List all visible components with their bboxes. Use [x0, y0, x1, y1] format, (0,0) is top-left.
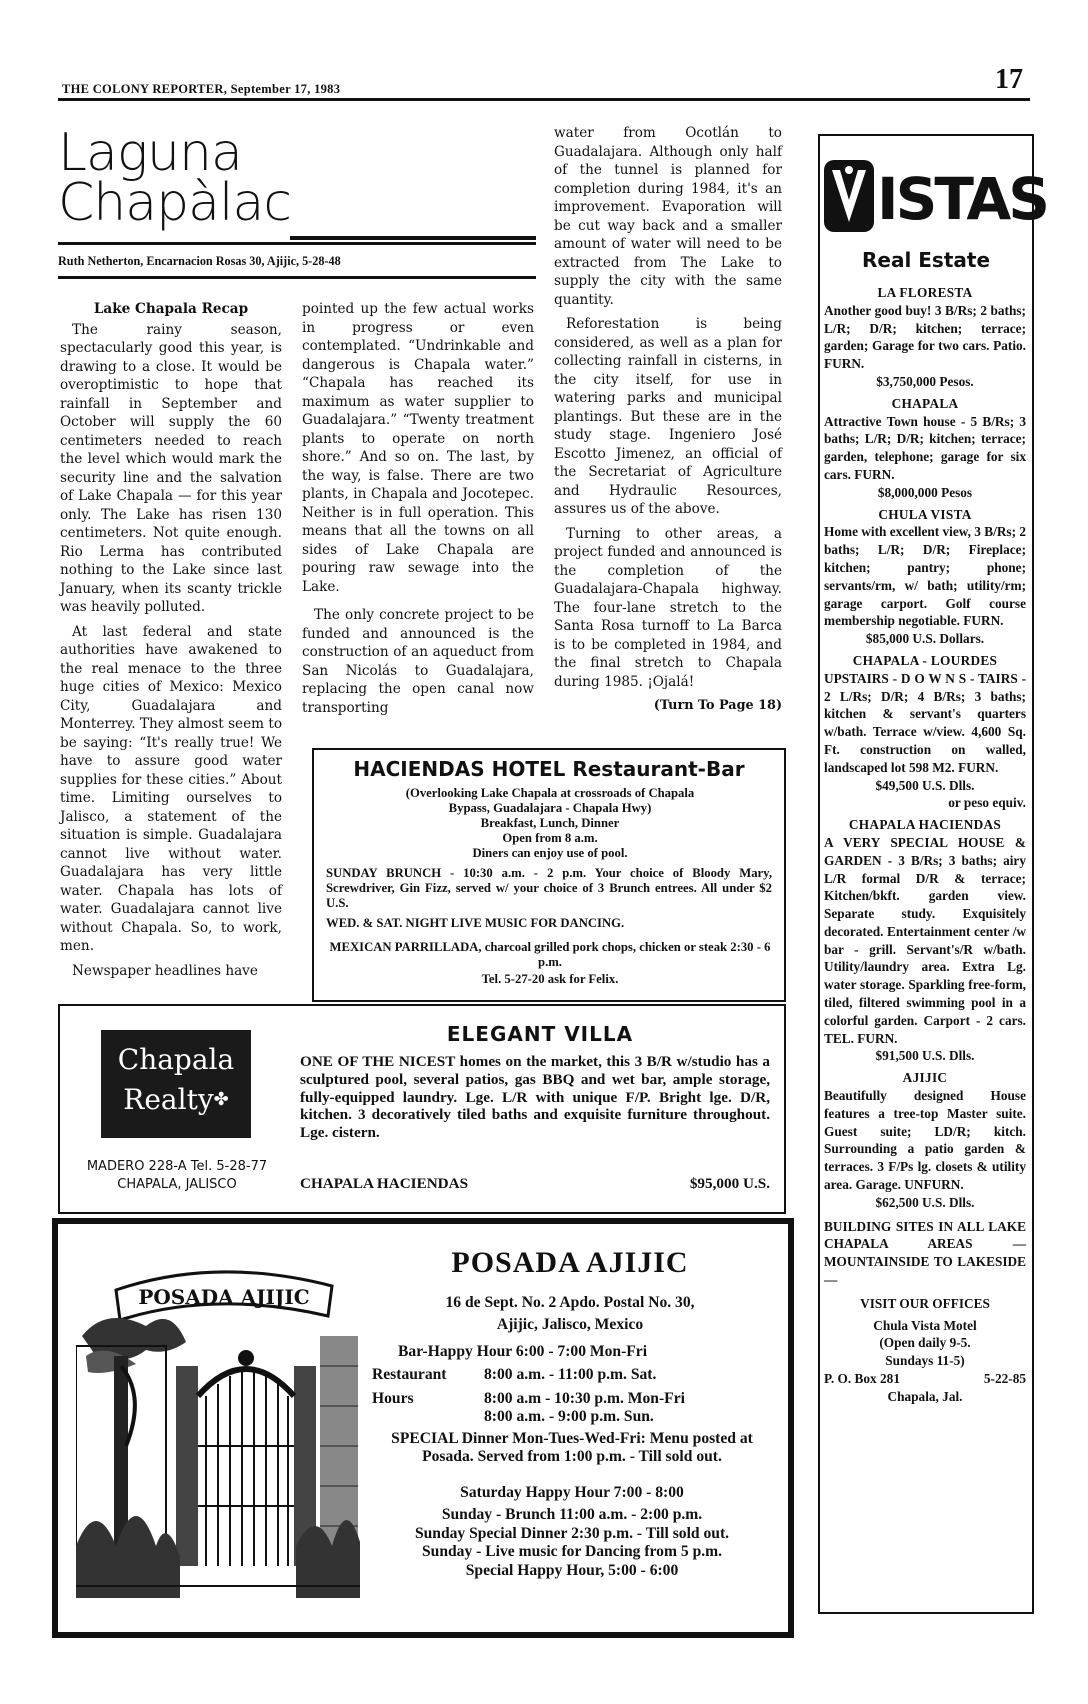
haciendas-ad-line: Open from 8 a.m.	[502, 831, 598, 845]
listing-price: $8,000,000 Pesos	[877, 484, 973, 500]
posada-sign-text: POSADA AJIJIC	[138, 1285, 310, 1309]
haciendas-ad-phone: Tel. 5-27-20 ask for Felix.	[481, 972, 619, 986]
vistas-phone: 5-22-85	[983, 1371, 1026, 1387]
article-paragraph: Reforestation is being considered, as well as a plan for collecting rainfall in cisterns, in the city itself, for use in watering parks and municipal plantings. But these are in the study stage. Ingeniero José Escotto Jimenez, an official of the Secretariat of Agriculture and Hydraulic Resources, assures us of the above.	[554, 316, 782, 517]
posada-saturday-happy-hour: Saturday Happy Hour 7:00 - 8:00	[460, 1484, 684, 1501]
listing-text: Attractive Town house - 5 B/Rs; 3 baths; L/R; D/R; kitchen; terrace; garden, telephone; garage for six cars. FURN.	[824, 413, 1026, 482]
listing-section: AJIJIC	[902, 1070, 948, 1086]
posada-sunday-special: Sunday Special Dinner 2:30 p.m. - Till sold out.	[414, 1524, 730, 1542]
chapala-realty-address-line2: CHAPALA, JALISCO	[117, 1177, 237, 1192]
posada-schedule	[366, 1484, 778, 1580]
vistas-listings	[824, 280, 1026, 1406]
chapala-realty-logo-line2: Realty	[123, 1083, 214, 1116]
posada-sunday-brunch: Sunday - Brunch 11:00 a.m. - 2:00 p.m.	[441, 1506, 703, 1524]
article-paragraph: The rainy season, spectacularly good this year, is drawing to a close. It would be overoptimistic to hope that rainfall in September and October will supply the 60 centimeters needed to reach the level which would mark the security line and the salvation of Lake Chapala — for this year only. The Lake has risen 130 centimeters. Not quite enough. Rio Lerma has contributed nothing to the Lake since last January, when its scanty trickle was heavily polluted.	[60, 321, 282, 615]
listing-price: $3,750,000 Pesos.	[876, 373, 974, 389]
listing-price: $62,500 U.S. Dlls.	[875, 1194, 975, 1210]
posada-address-line2: Ajijic, Jalisco, Mexico	[496, 1316, 644, 1334]
article-headline: Lake Chapala Recap	[93, 301, 249, 317]
newspaper-header-title: THE COLONY REPORTER, September 17, 1983	[62, 82, 341, 96]
listing-text: Beautifully designed House features a tree-top Master suite. Guest suite; LD/R; kitch. Surrounding a patio garden & terraces. 3 F/Ps lg. closets & utility area. Garage. UNFURN.	[824, 1088, 1026, 1193]
column-logo-line2: Chapàlac	[58, 173, 291, 233]
listing-section: CHAPALA	[891, 395, 959, 411]
posada-bar-hours: Bar-Happy Hour 6:00 - 7:00 Mon-Fri	[398, 1343, 648, 1360]
vistas-subtitle: Real Estate	[861, 248, 991, 272]
chapala-realty-address-line1: MADERO 228-A Tel. 5-28-77	[86, 1159, 268, 1174]
listing-text: Another good buy! 3 B/Rs; 2 baths; L/R; D/R; kitchen; terrace; garden; Garage for two cars. Patio. FURN.	[824, 302, 1026, 372]
listing-price-alt: or peso equiv.	[948, 795, 1026, 811]
posada-sunday-music: Sunday - Live music for Dancing from 5 p.m.	[421, 1543, 723, 1561]
page-number: 17	[995, 64, 1023, 95]
posada-gate-illustration	[76, 1246, 360, 1598]
posada-title: POSADA AJIJIC	[451, 1246, 689, 1279]
haciendas-ad-music: WED. & SAT. NIGHT LIVE MUSIC FOR DANCING.	[326, 916, 625, 930]
article-paragraph: water from Ocotlán to Guadalajara. Although only half of the tunnel is planned for completion during 1984, it's an improvement. Evaporation will be cut way back and a smaller amount of water will need to be extracted from The Lake to supply the city with the same quantity.	[554, 125, 782, 308]
villa-footer	[300, 1175, 770, 1193]
posada-restaurant-label: Restaurant	[372, 1366, 447, 1383]
villa-description: ONE OF THE NICEST homes on the market, this 3 B/R w/studio has a sculptured pool, several patios, gas BBQ and wet bar, ample storage, fully-equipped laundry. Lge. L/R with unique F/P. Bright lge. D/R, kitchen. 3 decoratively tiled baths and exquisite furniture throughout. Lge. cistern.	[300, 1053, 770, 1142]
listing-section: CHULA VISTA	[878, 506, 972, 522]
vistas-po-box: P. O. Box 281	[824, 1371, 900, 1387]
listing-section: LA FLORESTA	[877, 285, 973, 300]
chapala-realty-logo-line1: Chapala	[117, 1043, 235, 1076]
villa-title: ELEGANT VILLA	[446, 1022, 634, 1046]
vistas-city: Chapala, Jal.	[887, 1388, 963, 1404]
vistas-office-name: Chula Vista Motel	[873, 1317, 977, 1333]
turn-to-page: (Turn To Page 18)	[653, 698, 782, 713]
article-column-3	[554, 124, 782, 716]
posada-address	[360, 1294, 780, 1335]
logo-rule	[58, 242, 536, 245]
clover-icon: ✤	[213, 1089, 229, 1110]
listing-section: CHAPALA - LOURDES	[852, 652, 998, 668]
listing-price: $49,500 U.S. Dlls.	[875, 777, 975, 793]
vistas-logo-word: ISTAS	[877, 165, 1048, 233]
haciendas-ad-info	[320, 786, 780, 861]
header-rule	[58, 98, 1030, 101]
haciendas-ad-parrillada: MEXICAN PARRILLADA, charcoal grilled pork chops, chicken or steak 2:30 - 6 p.m.	[329, 940, 771, 969]
listing-price: $91,500 U.S. Dlls.	[875, 1048, 975, 1064]
villa-location: CHAPALA HACIENDAS	[300, 1175, 469, 1192]
posada-restaurant-hours	[372, 1366, 772, 1384]
haciendas-ad-line: Diners can enjoy use of pool.	[472, 846, 628, 860]
haciendas-ad-line: Breakfast, Lunch, Dinner	[480, 816, 620, 830]
article-paragraph: The only concrete project to be funded and announced is the construction of an aqueduct from San Nicolás to Guadalajara, replacing the open canal now transporting	[302, 607, 534, 716]
article-paragraph: At last federal and state authorities have awakened to the real menace to the three huge cities of Mexico: Mexico City, Guadalajara and Monterrey. They almost seem to be saying: “It's really true! We have to assure good water supplies for these cities.” About time. Limiting ourselves to Jalisco, a statement of the situation is simple. Guadalajara cannot live without water. Guadalajara has very little water. Chapala has lots of water. Guadalajara cannot live without Chapala. So, to work, men.	[60, 623, 282, 954]
posada-special-happy-hour: Special Happy Hour, 5:00 - 6:00	[465, 1561, 679, 1579]
posada-hours	[372, 1390, 772, 1426]
haciendas-ad-line: Bypass, Guadalajara - Chapala Hwy)	[448, 801, 652, 815]
listing-text: Home with excellent view, 3 B/Rs; 2 baths; L/R; D/R; Fireplace; kitchen; pantry; phone; servants/rm, w/ bath; utility/rm; garage carport. Golf course membership negotiable. FURN.	[824, 524, 1027, 629]
haciendas-ad-line: (Overlooking Lake Chapala at crossroads of Chapala	[405, 786, 695, 800]
listing-text: A VERY SPECIAL HOUSE & GARDEN - 3 B/Rs; 3 baths; airy L/R formal D/R & terrace; Kitchen/bkft. garden view. Separate study. Exquisitely decorated. Entertainment center /w bar - grill. Servant's/R w/bath. Utility/laundry area. Extra Lg. water storage. Sparkling free-form, tiled, filtered swimming pool in a colorful garden. Carport - 2 cars. TEL. FURN.	[824, 834, 1026, 1046]
posada-hours-weekday: 8:00 a.m - 10:30 p.m. Mon-Fri	[484, 1390, 685, 1407]
haciendas-ad-title: HACIENDAS HOTEL Restaurant-Bar	[353, 757, 745, 781]
logo-rule	[290, 236, 536, 240]
villa-price: $95,000 U.S.	[689, 1175, 770, 1192]
vistas-office-sunday-hours: Sundays 11-5)	[885, 1353, 965, 1369]
byline-rule	[58, 276, 536, 279]
vistas-visit-offices: VISIT OUR OFFICES	[860, 1295, 990, 1311]
vistas-office-hours: (Open daily 9-5.	[879, 1335, 971, 1351]
column-logo	[58, 123, 291, 233]
byline: Ruth Netherton, Encarnacion Rosas 30, Ajijic, 5-28-48	[58, 254, 341, 268]
article-paragraph: pointed up the few actual works in progress or even contemplated. “Undrinkable and dangerous is Chapala water.” “Chapala has reached its maximum as water supplier to Guadalajara.” “Twenty treatment plants to operate on north shore.” And so on. The last, by the way, is false. There are two plants, in Chapala and Jocotepec. Neither is in full operation. This means that all the towns on all sides of Lake Chapala are pouring raw sewage into the Lake.	[302, 301, 534, 595]
article-column-1	[60, 300, 282, 980]
listing-section: CHAPALA HACIENDAS	[848, 817, 1002, 833]
posada-hours-sunday: 8:00 a.m. - 9:00 p.m. Sun.	[484, 1408, 654, 1426]
listing-text: UPSTAIRS - D O W N S - TAIRS - 2 L/Rs; D/R; 4 B/Rs; 3 baths; kitchen & servant's quarters w/bath. Terrace w/view. 4,600 Sq. Ft. construction on walled, landscaped lot 598 M2. FURN.	[824, 670, 1026, 775]
article-paragraph: Turning to other areas, a project funded and announced is the completion of the Guadalajara-Chapala highway. The four-lane stretch to the Santa Rosa turnoff to La Barca is to be completed in 1984, and the final stretch to Chapala during 1985. ¡Ojalá!	[554, 525, 782, 690]
article-paragraph: Newspaper headlines have	[72, 962, 258, 979]
listing-price: $85,000 U.S. Dollars.	[865, 631, 985, 647]
haciendas-ad-brunch: SUNDAY BRUNCH - 10:30 a.m. - 2 p.m. Your choice of Bloody Mary, Screwdriver, Gin Fizz, served w/ your choice of 3 Brunch entrees. All under $2 U.S.	[326, 866, 772, 910]
column-logo-line1: Laguna	[58, 123, 242, 183]
chapala-realty-logo-text	[101, 1040, 251, 1120]
posada-hours-label: Hours	[372, 1390, 414, 1407]
posada-special-dinner: SPECIAL Dinner Mon-Tues-Wed-Fri: Menu posted at Posada. Served from 1:00 p.m. - Till sold out.	[391, 1430, 753, 1466]
posada-address-line1: 16 de Sept. No. 2 Apdo. Postal No. 30,	[445, 1294, 695, 1311]
vistas-contact	[824, 1370, 1026, 1388]
vistas-building-sites: BUILDING SITES IN ALL LAKE CHAPALA AREAS — MOUNTAINSIDE TO LAKESIDE —	[824, 1218, 1026, 1288]
article-column-2	[302, 300, 534, 717]
posada-restaurant-time: 8:00 a.m. - 11:00 p.m. Sat.	[484, 1366, 657, 1383]
chapala-realty-address	[64, 1158, 290, 1194]
